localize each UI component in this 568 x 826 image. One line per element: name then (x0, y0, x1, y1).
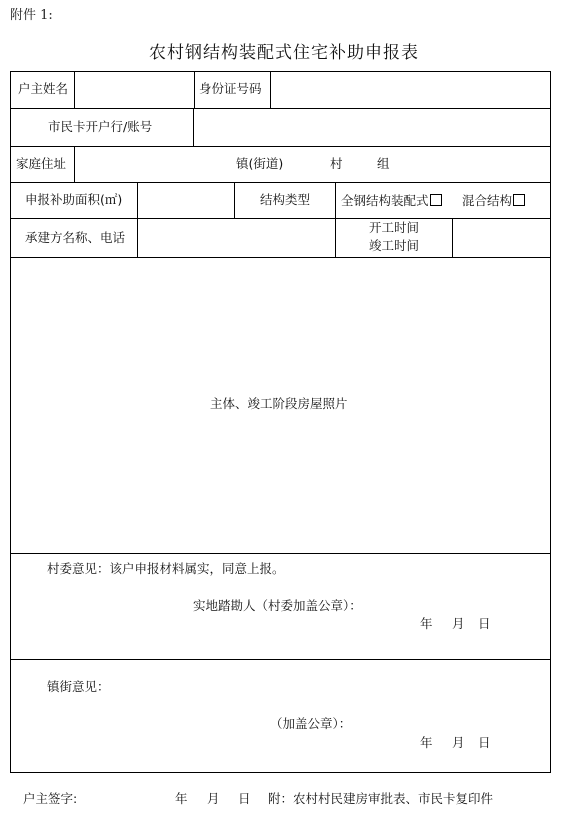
id-number-label: 身份证号码 (199, 81, 262, 96)
owner-signature-label: 户主签字: (23, 791, 78, 806)
owner-name-label: 户主姓名 (18, 81, 69, 96)
footer-date-year: 年 (175, 791, 188, 806)
attachment-note: 附：农村村民建房审批表、市民卡复印件 (268, 791, 494, 806)
option-steel-label: 全钢结构装配式 (341, 193, 429, 208)
option-steel (341, 194, 442, 208)
town-date-year: 年 (420, 735, 433, 750)
village-date-month: 月 (452, 616, 465, 631)
village-label: 村 (330, 156, 343, 171)
start-time-label: 开工时间 (369, 220, 420, 235)
table-rule (234, 182, 235, 219)
annex-label: 附件 1: (10, 8, 53, 23)
table-border-left (10, 71, 11, 773)
table-rule (270, 71, 271, 109)
area-label: 申报补助面积(㎡) (25, 192, 123, 207)
table-rule (10, 553, 551, 554)
table-rule (193, 108, 194, 147)
village-date-day: 日 (478, 616, 491, 631)
table-rule (10, 257, 551, 258)
table-border-bottom (10, 772, 551, 773)
footer-date-month: 月 (207, 791, 220, 806)
village-opinion-text: 村委意见：该户申报材料属实，同意上报。 (47, 561, 285, 576)
option-mixed-label: 混合结构 (462, 193, 513, 208)
option-mixed (462, 194, 525, 208)
seal-label: （加盖公章）： (270, 716, 352, 731)
table-rule (74, 146, 75, 183)
table-border-top (10, 71, 551, 72)
table-rule (194, 71, 195, 109)
table-rule (335, 182, 336, 258)
footer-date-day: 日 (238, 791, 251, 806)
table-border-right (550, 71, 551, 773)
structure-type-label: 结构类型 (260, 192, 311, 207)
inspector-label: 实地踏勘人（村委加盖公章）： (193, 598, 362, 613)
completion-time-label: 竣工时间 (369, 238, 420, 253)
table-rule (10, 146, 551, 147)
mixed-checkbox[interactable] (513, 194, 525, 206)
photos-label: 主体、竣工阶段房屋照片 (210, 396, 348, 411)
town-opinion-label: 镇街意见： (47, 679, 110, 694)
bank-account-label: 市民卡开户行/账号 (48, 119, 153, 134)
table-rule (137, 182, 138, 258)
group-label: 组 (377, 156, 390, 171)
table-rule (74, 71, 75, 109)
town-date-month: 月 (452, 735, 465, 750)
table-rule (10, 659, 551, 660)
town-date-day: 日 (478, 735, 491, 750)
town-label: 镇(街道) (236, 156, 284, 171)
table-rule (10, 182, 551, 183)
steel-checkbox[interactable] (430, 194, 442, 206)
builder-label: 承建方名称、电话 (25, 230, 126, 245)
address-label: 家庭住址 (16, 156, 67, 171)
table-rule (452, 218, 453, 258)
village-date-year: 年 (420, 616, 433, 631)
form-title: 农村钢结构装配式住宅补助申报表 (149, 43, 419, 63)
table-rule (10, 218, 551, 219)
table-rule (10, 108, 551, 109)
